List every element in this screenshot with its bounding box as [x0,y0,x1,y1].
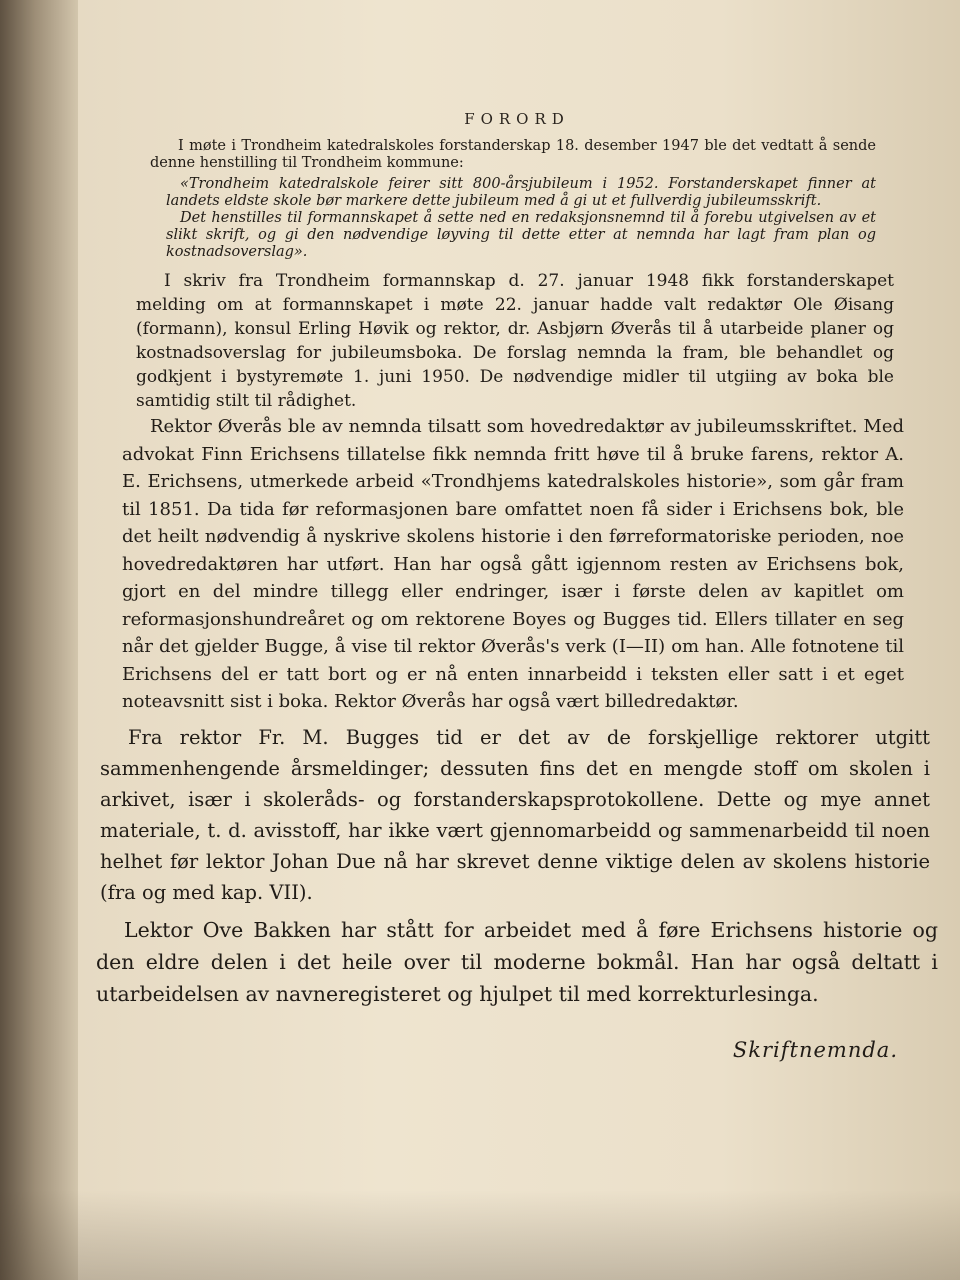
body-paragraph-2: Rektor Øverås ble av nemnda tilsatt som hovedredaktør av jubileumsskriftet. Med advokat Finn Erichsens tillatelse fikk nemnda fritt høve til å bruke farens, rektor A. E. Erichsens, utmerkede arbeid «Trondhjems katedralskoles historie», som går fram til 1851. Da tida før reformasjonen bare omfattet noen få sider i Erichsens bok, ble det heilt nødvendig å nyskrive skolens historie i den førreformatoriske perioden, noe hovedredaktøren har utført. Han har også gått igjennom resten av Erichsens bok, gjort en del mindre tillegg eller endringer, især i første delen av kapitlet om reformasjonshundreåret og om rektorene Boyes og Bugges tid. Ellers tillater en seg når det gjelder Bugge, å vise til rektor Øverås's verk (I—II) om han. Alle fotnotene til Erichsens del er tatt bort og er nå enten innarbeidd i teksten eller satt i et eget noteavsnitt sist i boka. Rektor Øverås har også vært billedredaktør. [122,416,904,712]
page-shadow [0,1190,960,1280]
intro-paragraph: I møte i Trondheim katedralskoles forstanderskap 18. desember 1947 ble det vedtatt å sende denne henstilling til Trondheim kommune: [150,138,876,171]
quote-paragraph-1: «Trondheim katedralskole feirer sitt 800-årsjubileum i 1952. Forstanderskapet finner at landets eldste skole bør markere dette jubileum med å gi ut et fullverdig jubileumsskrift. [166,176,876,209]
book-page [96,104,938,1164]
body-paragraph-1: I skriv fra Trondheim formannskap d. 27. januar 1948 fikk forstanderskapet melding om at formannskapet i møte 22. januar hadde valt redaktør Ole Øisang (formann), konsul Erling Høvik og rektor, dr. Asbjørn Øverås til å utarbeide planer og kostnadsoverslag for jubileumsboka. De forslag nemnda la fram, ble behandlet og godkjent i bystyremøte 1. juni 1950. De nødvendige midler til utgiing av boka ble samtidig stilt til rådighet. [136,271,894,411]
page-title: FORORD [464,110,570,128]
body-paragraph-3: Fra rektor Fr. M. Bugges tid er det av de forskjellige rektorer utgitt sammenhengende årsmeldinger; dessuten fins det en mengde stoff om skolen i arkivet, især i skoleråds- og forstanderskapsprotokollene. Dette og mye annet materiale, t. d. avisstoff, har ikke vært gjennomarbeidd og sammenarbeidd til noen helhet før lektor Johan Due nå har skrevet denne viktige delen av skolens historie (fra og med kap. VII). [100,725,930,904]
book-spine [0,0,78,1280]
body-paragraph-4: Lektor Ove Bakken har stått for arbeidet med å føre Erichsens historie og den eldre delen i det heile over til moderne bokmål. Han har også deltatt i utarbeidelsen av navneregisteret og hjulpet til med korrekturlesinga. [96,917,938,1006]
quote-paragraph-2: Det henstilles til formannskapet å sette ned en redaksjonsnemnd til å forebu utgivelsen av et slikt skrift, og gi den nødvendige løyving til dette etter at nemnda har lagt fram plan og kostnadsoverslag». [166,210,876,260]
signature: Skriftnemnda. [732,1037,898,1062]
